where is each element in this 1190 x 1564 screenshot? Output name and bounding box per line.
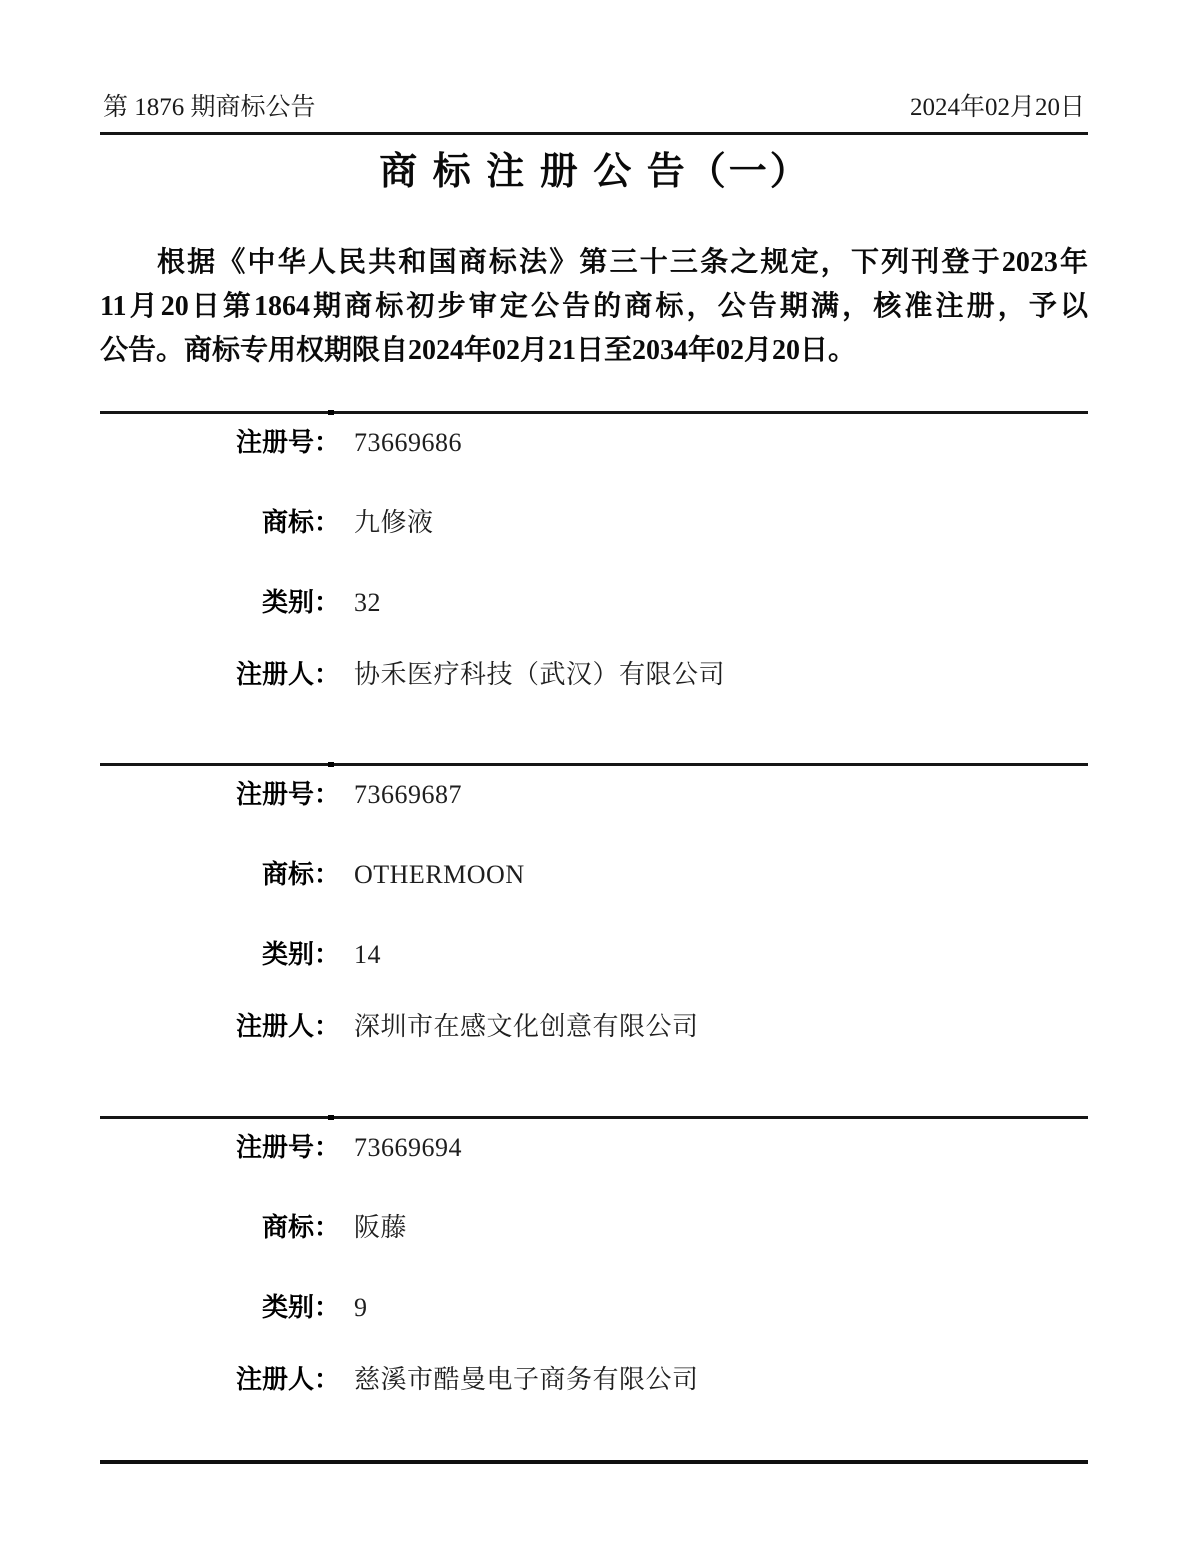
trademark-value: OTHERMOON	[354, 860, 525, 889]
registration-number-row	[100, 426, 1088, 460]
registration-number-value: 73669687	[354, 780, 462, 809]
category-label: 类别：	[261, 588, 340, 617]
category-value: 9	[354, 1293, 368, 1322]
trademark-label: 商标：	[261, 508, 340, 537]
entry-divider	[100, 1116, 1088, 1119]
entry-divider	[100, 763, 1088, 766]
trademark-value: 阪藤	[354, 1213, 408, 1242]
category-label: 类别：	[261, 940, 340, 969]
intro-paragraph	[100, 241, 1088, 373]
intro-line-3: 公告。商标专用权期限自2024年02月21日至2034年02月20日。	[100, 335, 857, 366]
category-row	[100, 938, 1088, 972]
registrant-row	[100, 658, 1088, 692]
entry-divider	[100, 411, 1088, 414]
intro-line-2: 11月20日第1864期商标初步审定公告的商标，公告期满，核准注册，予以	[100, 291, 1088, 322]
registration-number-label: 注册号：	[235, 780, 340, 809]
divider-segment	[336, 763, 1088, 765]
registrant-label: 注册人：	[235, 1012, 340, 1041]
registrant-value: 慈溪市酷曼电子商务有限公司	[354, 1365, 699, 1394]
intro-line-1: 根据《中华人民共和国商标法》第三十三条之规定，下列刊登于2023年	[157, 247, 1088, 278]
page-title: 商 标 注 册 公 告（一）	[379, 151, 811, 193]
category-value: 14	[354, 940, 381, 969]
page-bottom-divider	[100, 1460, 1088, 1464]
trademark-label: 商标：	[261, 860, 340, 889]
registrant-value: 深圳市在感文化创意有限公司	[354, 1012, 699, 1041]
registrant-row	[100, 1363, 1088, 1397]
divider-notch	[328, 762, 334, 767]
registration-number-row	[100, 778, 1088, 812]
gazette-issue-title: 第 1876 期商标公告	[103, 94, 316, 121]
registrant-label: 注册人：	[235, 1365, 340, 1394]
registrant-row	[100, 1010, 1088, 1044]
trademark-row	[100, 506, 1088, 540]
trademark-row	[100, 858, 1088, 892]
registration-number-label: 注册号：	[235, 1133, 340, 1162]
trademark-label: 商标：	[261, 1213, 340, 1242]
category-value: 32	[354, 588, 381, 617]
trademark-row	[100, 1211, 1088, 1245]
category-row	[100, 1291, 1088, 1325]
registrant-value: 协禾医疗科技（武汉）有限公司	[354, 660, 726, 689]
header-divider	[100, 132, 1088, 135]
divider-notch	[328, 410, 334, 415]
category-row	[100, 586, 1088, 620]
divider-segment	[336, 411, 1088, 413]
registration-number-row	[100, 1131, 1088, 1165]
registration-number-label: 注册号：	[235, 428, 340, 457]
registration-number-value: 73669686	[354, 428, 462, 457]
divider-notch	[328, 1115, 334, 1120]
gazette-date: 2024年02月20日	[909, 94, 1085, 121]
registrant-label: 注册人：	[235, 660, 340, 689]
registration-number-value: 73669694	[354, 1133, 462, 1162]
trademark-value: 九修液	[354, 508, 434, 537]
category-label: 类别：	[261, 1293, 340, 1322]
divider-segment	[336, 1116, 1088, 1118]
